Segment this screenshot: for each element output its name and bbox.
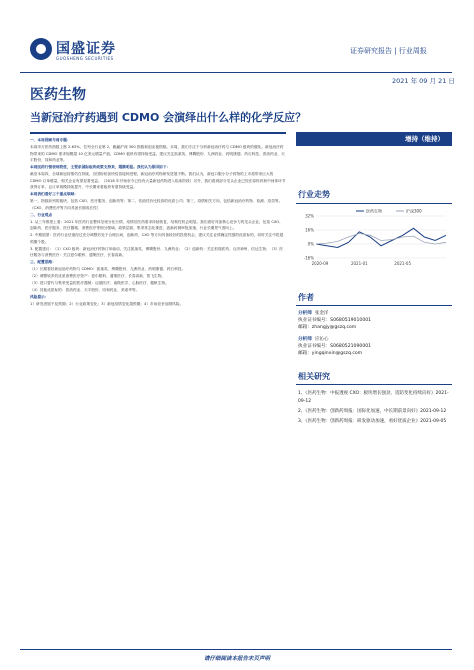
logo-icon [30,38,52,60]
y-tick-label: 0% [307,241,314,247]
legend-label: 医药生物 [366,208,382,214]
section-heading: 本周我们看好三个重点领域： [30,192,78,196]
y-tick-label: -16% [303,255,314,261]
analyst-2-name: 应沁心 [314,337,329,342]
body-paragraph: 本周申万医药指数上涨 2.63%，位列全行业第 2，跑赢沪深 300 指数和创业板指数。本周，我们专注于分析新冠治疗药与 CDMO 板块的催化。新冠治疗药物带来的 CDMO 需求规模超 10 亿美元增量产值，CDMO 板块有望持续受益。建议关注凯莱英、博腾股份、九洲药业、药明康德、药石科技、普洛药业、天宇股份、同和药业等。 [30,145,285,162]
body-paragraph: （4）其他优质标的：普洛药业、天宇股份、同和药业、美诺华等。 [30,288,140,292]
analyst-1-name: 张金洋 [314,311,329,316]
document-type: 证券研究报告 | 行业周报 [350,47,427,55]
authors-section-title: 作者 [298,293,314,302]
body-paragraph: 1）研发进展不及预期；2）行业政策变化；3）新冠疫情变化超预期；4）市场竞争加剧风险。 [30,302,184,306]
analyst-2-cert-label: 执业证书编号： [298,344,331,349]
report-body [30,137,286,308]
related-item[interactable]: 1、《医药生物：中报透视 CXO：板块增长强劲，适防变化持续向好》2021-09-12 [298,391,449,404]
related-section-title: 相关研究 [298,372,330,381]
industry-trend-chart [296,206,452,268]
related-item[interactable]: 2、《医药生物：创新药周报：国际化加速，中长期前景向好》2021-09-12 [298,409,447,414]
footer-divider [20,649,452,650]
authors-divider [296,305,452,306]
logo-subtext: GUOSHENG SECURITIES [56,56,114,61]
report-title: 当新冠治疗药遇到 CDMO 会演绎出什么样的化学反应？ [30,111,307,124]
body-paragraph: 第一，指数前列的板块，包括 CXO、医疗服务、创新药等；第二，估值性价比较高的优质公司；第三，疫情相关方向，包括新冠治疗药物、检测、疫苗等。（CXO、消费医疗等方向具备长期成长性） [30,199,283,210]
related-divider [296,384,452,385]
body-paragraph: （3）进口替代与集采受益的医疗器械：迈瑞医疗、南微医学、心脉医疗、健帆生物。 [30,281,169,285]
body-divider [30,132,286,134]
body-paragraph: （1）长期看好新冠治疗药物与 CDMO：凯莱英、博腾股份、九洲药业、药明康德、药石科技。 [30,267,186,271]
y-tick-label: 32% [305,213,314,219]
body-paragraph: 3. 配置建议：（1）CXO 板块：新冠治疗药物订单驱动，关注凯莱英、博腾股份、九洲药业；（2）创新药：关注恒瑞医药、百济神州、信达生物；（3）医疗服务与消费医疗：关注爱尔眼科、通策医疗、长春高新。 [30,246,283,257]
x-tick-label: 2021-01 [350,261,368,266]
y-tick-label: 16% [305,227,314,233]
body-paragraph: 1. 从三年维度上看：2021 年医药行业整体呈现分化行情，疫情后医药需求持续恢复，结构性机会明显。我们看好具备核心竞争力的龙头企业，包括 CXO、创新药、医疗服务、医疗器械、消费医疗等细分领域。政策层面，集采常态化推进，创新药械审批加速，行业长期景气度向上。 [30,219,283,230]
series-line-csi300 [316,234,446,245]
header-divider [20,72,452,73]
logo-text: 国盛证券 [56,41,116,57]
analyst-2-email-label: 邮箱： [298,351,312,356]
series-line-pharma [316,228,446,247]
analyst-2 [298,336,371,357]
section-heading: 一、本周回顾与周专题： [30,138,71,142]
rating-badge: 增持（维持） [296,132,452,146]
analyst-1 [298,310,371,331]
analyst-1-role: 分析师 [298,311,312,316]
trend-divider [296,203,452,204]
legend-label: 沪深300 [406,208,422,214]
analyst-1-email[interactable]: zhangjy@gszq.com [311,325,357,330]
body-paragraph: （2）调整较多的优质消费医疗资产：爱尔眼科、通策医疗、长春高新、智飞生物。 [30,274,166,278]
analyst-1-email-label: 邮箱： [298,325,312,330]
footer-disclaimer: 请仔细阅读本报告末页声明 [203,656,270,662]
related-list [298,390,452,428]
body-paragraph: 2. 中期展望：医药行业估值经过充分调整后处于合理区间，创新药、CXO 等方向具备较好的投资机会，建议关注业绩确定性强的优质标的，同时关注中报超预期个股。 [30,233,284,244]
body-paragraph: 截至本周四，全球新冠疫情仍在持续，各国纷纷加快疫苗接种进程，新冠治疗药物研发进展不断。我们认为，新冠口服小分子药物的上市将带来巨大的 CDMO 订单增量，相关企业有望显著受益。（2018 年开始至今已经有大量新冠药物进入临床阶段）另外，我们看到部分龙头企业已经在原料药和中间体环节获得订单，且订单规模持续提升，中长期来看板块有望持续受益。 [30,172,286,189]
analyst-2-email[interactable]: yingqinxin@gszq.com [311,351,363,356]
section-heading: 风险提示： [30,295,49,299]
sector-title: 医药生物 [30,87,86,103]
analyst-1-cert-label: 执业证书编号： [298,318,331,323]
section-heading: 本周医药行情表现较优，主要系国际板块政策支持来，超额明显。我们认为原因如下： [30,165,171,169]
report-date: 2021 年 09 月 21 日 [392,77,455,85]
section-heading: 三、配置思路： [30,260,56,264]
analyst-2-cert: S0680521090001 [330,344,372,349]
analyst-1-cert: S0680519010001 [330,318,372,323]
trend-section-title: 行业走势 [298,190,330,199]
x-tick-label: 2021-05 [394,261,412,266]
section-heading: 二、行业观点 [30,212,53,217]
analyst-2-role: 分析师 [298,337,312,342]
x-tick-label: 2020-09 [311,261,329,266]
related-item[interactable]: 3、《医药生物：创新药周报：研发驱动加速，看好优质企业》2021-09-05 [298,419,447,424]
